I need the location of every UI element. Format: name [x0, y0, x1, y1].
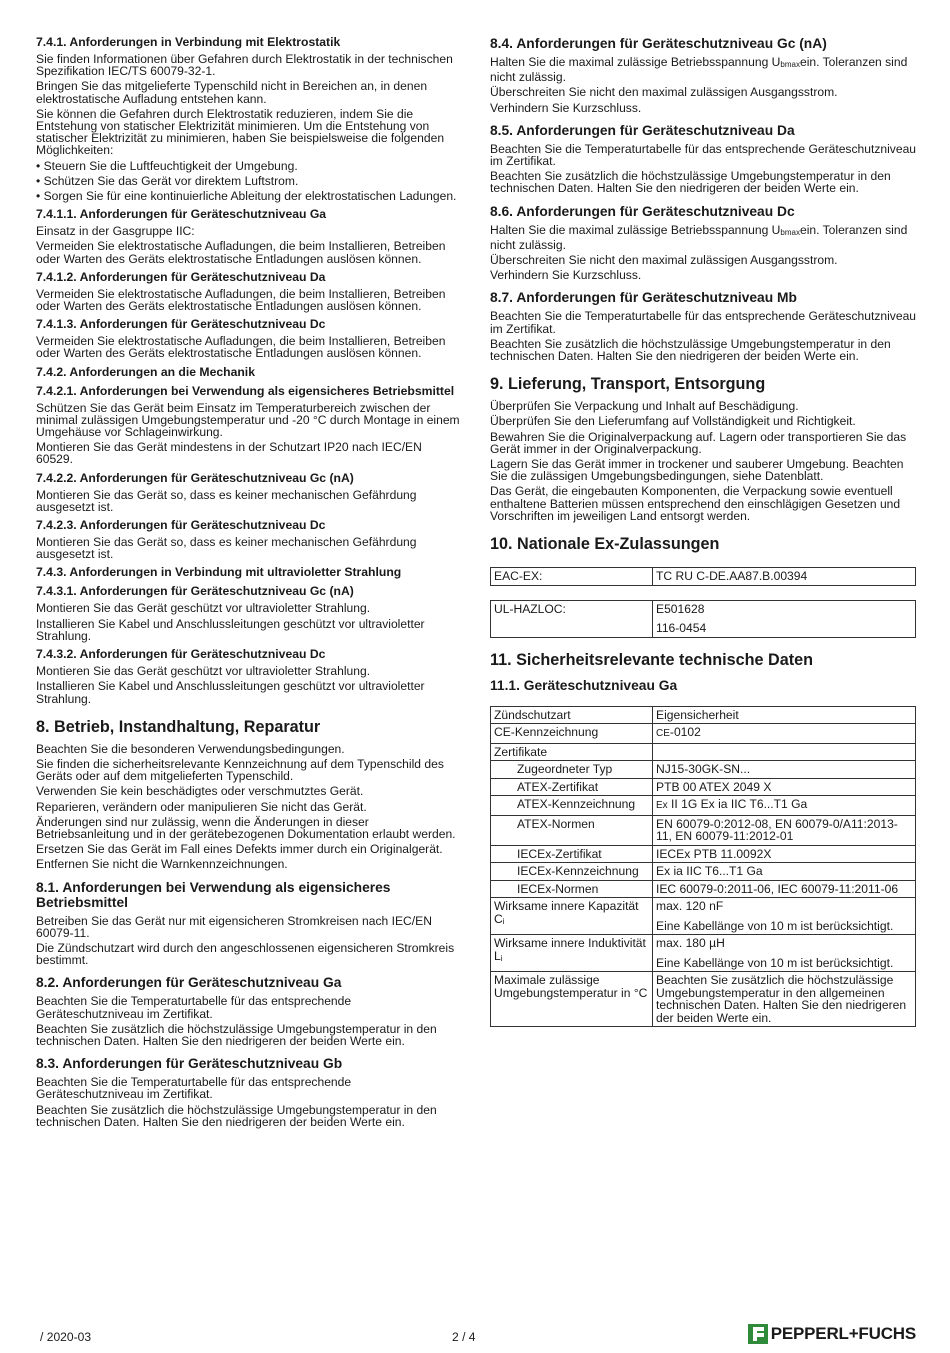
- paragraph: Sie finden die sicherheitsrelevante Kennzeichnung auf dem Typenschild des Geräts oder auf dem mitgelieferten Typenschild.: [36, 756, 444, 784]
- paragraph: Montieren Sie das Gerät so, dass es keiner mechanischen Gefährdung ausgesetzt ist.: [36, 535, 417, 562]
- row-value: [653, 935, 916, 972]
- section-heading: 11.1. Geräteschutzniveau Ga: [490, 677, 678, 693]
- row-value: [653, 796, 916, 816]
- bullet-item: • Schützen Sie das Gerät vor direktem Luftstrom.: [36, 173, 299, 188]
- atex-marking: II 1G Ex ia IIC T6...T1 Ga: [671, 797, 808, 812]
- bullet-item: • Steuern Sie die Luftfeuchtigkeit der Umgebung.: [36, 158, 298, 173]
- table-row: [491, 880, 916, 898]
- paragraph: Beachten Sie die Temperaturtabelle für das entsprechende Geräteschutzniveau im Zertifikat.: [490, 141, 917, 169]
- subscript: i: [502, 916, 505, 926]
- paragraph: Installieren Sie Kabel und Anschlussleitungen geschützt vor ultravioletter Strahlung.: [36, 616, 425, 643]
- brand-logo: [748, 1324, 916, 1344]
- pepperl-fuchs-logo-icon: [748, 1324, 768, 1344]
- ul-value: [653, 600, 916, 637]
- right-column: [490, 36, 916, 1027]
- text-part: Halten Sie die maximal zulässige Betriebsspannung U: [490, 222, 781, 237]
- table-row: [491, 815, 916, 845]
- paragraph: Verhindern Sie Kurzschluss.: [490, 268, 642, 283]
- paragraph: Beachten Sie die Temperaturtabelle für das entsprechende Geräteschutzniveau im Zertifikat.: [490, 309, 917, 336]
- row-label: [491, 935, 653, 972]
- bullet-item: • Sorgen Sie für eine kontinuierliche Ableitung der elektrostatischen Ladungen.: [36, 189, 457, 204]
- row-value: [653, 743, 916, 761]
- chapter-heading: 10. Nationale Ex-Zulassungen: [490, 535, 720, 554]
- table-row: [491, 743, 916, 761]
- paragraph: Überschreiten Sie nicht den maximal zulässigen Ausgangsstrom.: [490, 253, 838, 268]
- row-value: Ex ia IIC T6...T1 Ga: [653, 863, 916, 881]
- table-row: [491, 778, 916, 796]
- row-value: Beachten Sie zusätzlich die höchstzulässige Umgebungstemperatur in den allgemeinen technischen Daten. Halten Sie den niedrigeren der beiden Werte ein.: [653, 972, 916, 1027]
- paragraph: Ersetzen Sie das Gerät im Fall eines Defekts immer durch ein Originalgerät.: [36, 842, 443, 857]
- paragraph: Betreiben Sie das Gerät nur mit eigensicheren Stromkreisen nach IEC/EN 60079-11.: [36, 913, 432, 940]
- section-heading: 8.6. Anforderungen für Geräteschutzniveau Dc: [490, 203, 795, 219]
- section-heading: 8.1. Anforderungen bei Verwendung als eigensicheres Betriebsmittel: [36, 879, 391, 910]
- paragraph: Vermeiden Sie elektrostatische Aufladungen, die beim Installieren, Betreiben oder Warten des Geräts elektrostatische Entladungen auslösen können.: [36, 239, 446, 266]
- row-label: IECEx-Zertifikat: [491, 845, 653, 863]
- page-number: 2 / 4: [452, 1330, 476, 1344]
- text-part: ein. Toleranzen sind nicht zulässig.: [490, 222, 908, 252]
- table-row: [491, 935, 916, 972]
- paragraph: Verwenden Sie kein beschädigtes oder verschmutztes Gerät.: [36, 784, 364, 799]
- section-heading: 7.4.1.1. Anforderungen für Geräteschutzniveau Ga: [36, 207, 327, 222]
- row-label: [491, 898, 653, 935]
- table-row: [491, 863, 916, 881]
- table-row: [491, 796, 916, 816]
- row-label: IECEx-Normen: [491, 880, 653, 898]
- paragraph: Beachten Sie zusätzlich die höchstzulässige Umgebungstemperatur in den technischen Daten. Halten Sie den niedrigeren der beiden Werte ein.: [490, 336, 891, 364]
- paragraph: Sie können die Gefahren durch Elektrostatik reduzieren, indem Sie die Entstehung von statischer Elektrizität minimieren. Um die Entstehung von statischer Elektrizität zu minimieren, haben Sie beispielsweise die folgenden Möglichkeiten:: [36, 106, 445, 158]
- eac-table: [490, 567, 916, 586]
- chapter-heading: 9. Lieferung, Transport, Entsorgung: [490, 375, 766, 394]
- section-heading: 8.2. Anforderungen für Geräteschutzniveau Ga: [36, 975, 342, 991]
- paragraph: Änderungen sind nur zulässig, wenn die Änderungen in dieser Betriebsanleitung und in der gerätebezogenen Dokumentation erlaubt werden.: [36, 814, 456, 841]
- paragraph: Verhindern Sie Kurzschluss.: [490, 100, 642, 115]
- row-value: IECEx PTB 11.0092X: [653, 845, 916, 863]
- paragraph: [490, 56, 916, 83]
- row-label: ATEX-Normen: [491, 815, 653, 845]
- row-value: Eigensicherheit: [656, 707, 739, 722]
- paragraph: Vermeiden Sie elektrostatische Aufladungen, die beim Installieren, Betreiben oder Warten des Geräts elektrostatische Entladungen auslösen können.: [36, 286, 446, 314]
- row-label: Zertifikate: [491, 743, 653, 761]
- chapter-heading: 11. Sicherheitsrelevante technische Daten: [490, 650, 813, 669]
- section-heading: 8.5. Anforderungen für Geräteschutzniveau Da: [490, 122, 795, 138]
- paragraph: Beachten Sie die besonderen Verwendungsbedingungen.: [36, 741, 345, 756]
- paragraph: Einsatz in der Gasgruppe IIC:: [36, 224, 195, 239]
- subscript: bmax: [780, 60, 800, 69]
- ul-value-line: E501628: [656, 601, 705, 616]
- paragraph: Installieren Sie Kabel und Anschlussleitungen geschützt vor ultravioletter Strahlung.: [36, 679, 425, 706]
- eac-value: TC RU C-DE.AA87.B.00394: [656, 569, 808, 584]
- text-part: Halten Sie die maximal zulässige Betriebsspannung U: [490, 55, 781, 69]
- paragraph: Montieren Sie das Gerät geschützt vor ultravioletter Strahlung.: [36, 664, 371, 679]
- value-line: max. 120 nF: [656, 899, 724, 914]
- table-row: [491, 706, 916, 724]
- paragraph: Montieren Sie das Gerät geschützt vor ultravioletter Strahlung.: [36, 601, 371, 616]
- row-label: ATEX-Kennzeichnung: [491, 796, 653, 816]
- subscript: i: [500, 953, 503, 963]
- section-heading: 7.4.2.1. Anforderungen bei Verwendung als eigensicheres Betriebsmittel: [36, 383, 455, 398]
- table-row: [491, 761, 916, 779]
- row-value: PTB 00 ATEX 2049 X: [653, 778, 916, 796]
- row-label: IECEx-Kennzeichnung: [491, 863, 653, 881]
- section-heading: 7.4.2. Anforderungen an die Mechanik: [36, 364, 255, 379]
- paragraph: Überprüfen Sie den Lieferumfang auf Vollständigkeit und Richtigkeit.: [490, 414, 856, 429]
- section-heading: 7.4.1. Anforderungen in Verbindung mit Elektrostatik: [36, 35, 341, 49]
- row-value: IEC 60079-0:2011-06, IEC 60079-11:2011-06: [653, 880, 916, 898]
- paragraph: Beachten Sie die Temperaturtabelle für das entsprechende Geräteschutzniveau im Zertifikat.: [36, 1075, 352, 1102]
- row-label: Maximale zulässige Umgebungstemperatur in °C: [491, 972, 653, 1027]
- subscript: bmax: [780, 227, 800, 237]
- row-label: Zündschutzart: [491, 706, 653, 724]
- row-label: ATEX-Zertifikat: [491, 778, 653, 796]
- ce-number: 0102: [673, 725, 701, 740]
- row-value: NJ15-30GK-SN...: [653, 761, 916, 779]
- row-value: [653, 898, 916, 935]
- section-heading: 8.7. Anforderungen für Geräteschutzniveau Mb: [490, 290, 797, 306]
- section-heading: 7.4.1.3. Anforderungen für Geräteschutzniveau Dc: [36, 317, 326, 332]
- section-heading: 7.4.2.2. Anforderungen für Geräteschutzniveau Gc (nA): [36, 470, 354, 485]
- paragraph: Lagern Sie das Gerät immer in trockener und sauberer Umgebung. Beachten Sie die zulässigen Umgebungsbedingungen, siehe Datenblatt.: [490, 457, 904, 484]
- paragraph: Bewahren Sie die Originalverpackung auf. Lagern oder transportieren Sie das Gerät immer in der Originalverpackung.: [490, 429, 907, 456]
- section-heading: 7.4.3.1. Anforderungen für Geräteschutzniveau Gc (nA): [36, 584, 354, 599]
- section-heading: 7.4.1.2. Anforderungen für Geräteschutzniveau Da: [36, 269, 326, 284]
- ul-table: [490, 600, 916, 638]
- text-part: ein. Toleranzen sind nicht zulässig.: [490, 55, 908, 85]
- paragraph: [490, 224, 916, 251]
- value-line: max. 180 µH: [656, 936, 725, 951]
- page-footer: [36, 1324, 916, 1348]
- eac-label: EAC-EX:: [491, 568, 653, 586]
- section-heading: 8.3. Anforderungen für Geräteschutzniveau Gb: [36, 1056, 343, 1072]
- paragraph: Beachten Sie zusätzlich die höchstzulässige Umgebungstemperatur in den technischen Daten. Halten Sie den niedrigeren der beiden Werte ein.: [36, 1102, 437, 1129]
- paragraph: Das Gerät, die eingebauten Komponenten, die Verpackung sowie eventuell enthaltene Batterien müssen entsprechend den einschlägigen Gesetzen und Vorschriften im jeweiligen Land entsorgt werden.: [490, 484, 901, 523]
- section-heading: 8.4. Anforderungen für Geräteschutzniveau Gc (nA): [490, 36, 827, 51]
- footer-date: / 2020-03: [40, 1330, 92, 1344]
- chapter-heading: 8. Betrieb, Instandhaltung, Reparatur: [36, 717, 321, 736]
- safety-data-table: [490, 706, 916, 1028]
- paragraph: Montieren Sie das Gerät so, dass es keiner mechanischen Gefährdung ausgesetzt ist.: [36, 487, 417, 514]
- row-label: CE-Kennzeichnung: [491, 724, 653, 744]
- paragraph: Beachten Sie die Temperaturtabelle für das entsprechende Geräteschutzniveau im Zertifikat.: [36, 994, 352, 1021]
- table-row: [491, 972, 916, 1027]
- value-line: Eine Kabellänge von 10 m ist berücksichtigt.: [656, 955, 894, 970]
- table-row: [491, 845, 916, 863]
- paragraph: Schützen Sie das Gerät beim Einsatz im Temperaturbereich zwischen der minimal zulässigen Umgebungstemperatur und -20 °C durch Montage in einem Umgehäuse vor Schlageinwirkung.: [36, 400, 460, 440]
- section-heading: 7.4.3.2. Anforderungen für Geräteschutzniveau Dc: [36, 647, 326, 662]
- paragraph: Vermeiden Sie elektrostatische Aufladungen, die beim Installieren, Betreiben oder Warten des Geräts elektrostatische Entladungen auslösen können.: [36, 334, 446, 361]
- row-value: EN 60079-0:2012-08, EN 60079-0/A11:2013-11, EN 60079-11:2012-01: [653, 815, 916, 845]
- brand-name: PEPPERL+FUCHS: [770, 1324, 916, 1343]
- paragraph: Montieren Sie das Gerät mindestens in der Schutzart IP20 nach IEC/EN 60529.: [36, 440, 422, 467]
- paragraph: Überschreiten Sie nicht den maximal zulässigen Ausgangsstrom.: [490, 85, 838, 100]
- paragraph: Beachten Sie zusätzlich die höchstzulässige Umgebungstemperatur in den technischen Daten. Halten Sie den niedrigeren der beiden Werte ein.: [36, 1021, 437, 1048]
- section-heading: 7.4.3. Anforderungen in Verbindung mit ultravioletter Strahlung: [36, 565, 402, 580]
- label-text: Wirksame innere Induktivität L: [494, 936, 646, 963]
- label-text: Wirksame innere Kapazität C: [494, 899, 639, 926]
- ul-label: UL-HAZLOC:: [491, 600, 653, 637]
- row-label: Zugeordneter Typ: [491, 761, 653, 779]
- table-row: [491, 724, 916, 744]
- paragraph: Die Zündschutzart wird durch den angeschlossenen eigensicheren Stromkreis bestimmt.: [36, 940, 455, 968]
- paragraph: Sie finden Informationen über Gefahren durch Elektrostatik in der technischen Spezifikation IEC/TS 60079-32-1.: [36, 52, 453, 79]
- ce-mark-icon: CE: [656, 728, 670, 740]
- row-value: CE-0102: [653, 724, 916, 744]
- ex-hexagon-icon: Ex: [656, 800, 668, 812]
- table-row: [491, 898, 916, 935]
- left-column: [36, 36, 460, 1131]
- paragraph: Bringen Sie das mitgelieferte Typenschild nicht in Bereichen an, in denen elektrostatische Aufladung entstehen kann.: [36, 79, 428, 106]
- value-line: Eine Kabellänge von 10 m ist berücksichtigt.: [656, 918, 894, 933]
- paragraph: Überprüfen Sie Verpackung und Inhalt auf Beschädigung.: [490, 399, 799, 414]
- paragraph: Entfernen Sie nicht die Warnkennzeichnungen.: [36, 857, 288, 872]
- ul-value-line: 116-0454: [656, 621, 707, 636]
- paragraph: Reparieren, verändern oder manipulieren Sie nicht das Gerät.: [36, 799, 367, 814]
- paragraph: Beachten Sie zusätzlich die höchstzulässige Umgebungstemperatur in den technischen Daten. Halten Sie den niedrigeren der beiden Werte ein.: [490, 169, 891, 196]
- section-heading: 7.4.2.3. Anforderungen für Geräteschutzniveau Dc: [36, 518, 326, 533]
